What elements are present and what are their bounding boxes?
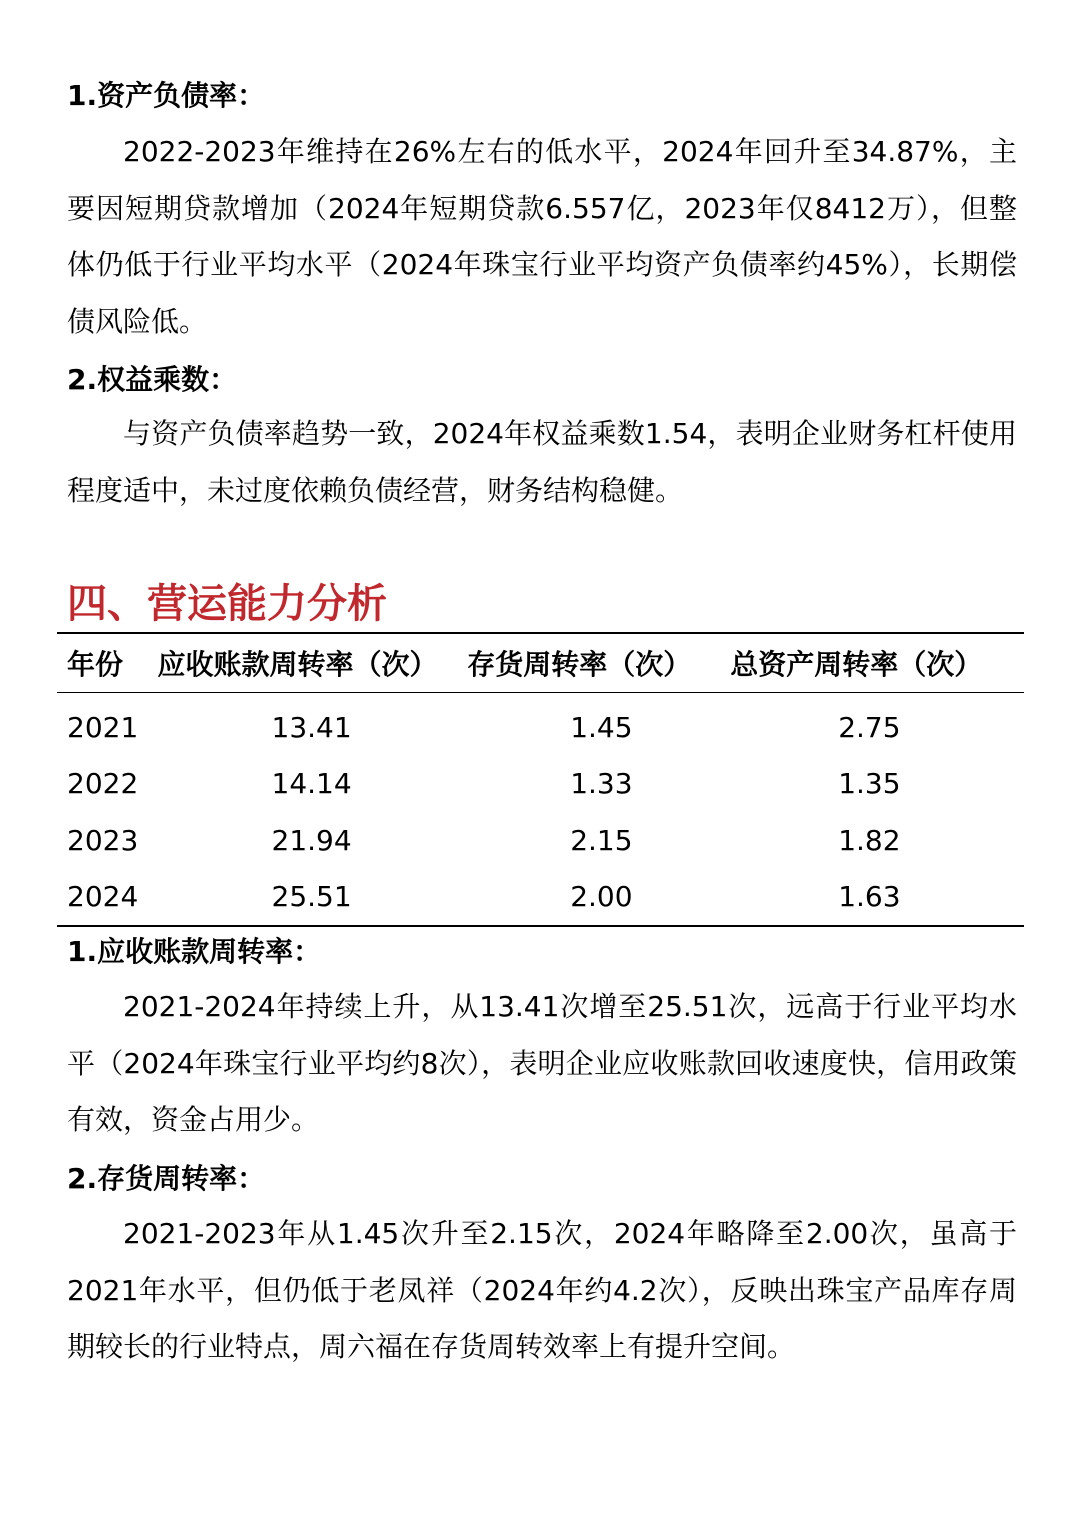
cell-receivables: 21.94 — [271, 823, 352, 857]
header-total-asset-turnover: 总资产周转率（次） — [730, 633, 1024, 693]
equity-multiplier-paragraph — [67, 406, 1017, 519]
cell-total-asset: 2.75 — [838, 710, 901, 744]
equity-multiplier-heading: 2.权益乘数： — [67, 363, 238, 396]
cell-inventory: 1.45 — [570, 710, 633, 744]
inventory-turnover-paragraph — [67, 1206, 1017, 1376]
receivables-turnover-text: 2021-2024年持续上升，从13.41次增至25.51次，远高于行业平均水平（2024年珠宝行业平均约8次），表明企业应收账款回收速度快，信用政策有效，资金占用少。 — [67, 990, 1017, 1137]
cell-total-asset: 1.82 — [838, 823, 901, 857]
receivables-turnover-heading: 1.应收账款周转率： — [67, 935, 322, 968]
debt-ratio-heading: 1.资产负债率： — [67, 79, 266, 112]
table-header-row — [57, 633, 1024, 693]
table-row — [57, 756, 1024, 813]
debt-ratio-text: 2022-2023年维持在26%左右的低水平，2024年回升至34.87%，主要因短期贷款增加（2024年短期贷款6.557亿，2023年仅8412万），但整体仍低于行业平均水平（2024年珠宝行业平均资产负债率约45%），长期偿债风险低。 — [67, 135, 1017, 339]
table-row — [57, 812, 1024, 869]
header-inventory-turnover: 存货周转率（次） — [467, 633, 730, 693]
cell-receivables: 14.14 — [271, 767, 352, 801]
cell-inventory: 1.33 — [570, 767, 633, 801]
cell-inventory: 2.15 — [570, 823, 633, 857]
cell-year: 2023 — [67, 823, 139, 857]
section-title: 四、营运能力分析 — [67, 581, 387, 627]
operating-capacity-table — [57, 632, 1024, 927]
cell-total-asset: 1.63 — [730, 869, 1024, 927]
header-receivables-turnover: 应收账款周转率（次） — [158, 633, 468, 693]
cell-receivables: 13.41 — [271, 710, 352, 744]
equity-multiplier-text: 与资产负债率趋势一致，2024年权益乘数1.54，表明企业财务杠杆使用程度适中，未过度依赖负债经营，财务结构稳健。 — [67, 417, 1017, 507]
cell-year: 2024 — [57, 869, 158, 927]
inventory-turnover-heading: 2.存货周转率： — [67, 1162, 266, 1195]
header-year: 年份 — [57, 633, 158, 693]
receivables-turnover-paragraph — [67, 979, 1017, 1149]
cell-inventory: 2.00 — [467, 869, 730, 927]
table-row — [57, 693, 1024, 756]
debt-ratio-paragraph — [67, 124, 1017, 351]
cell-year: 2022 — [67, 767, 139, 801]
cell-year: 2021 — [67, 710, 139, 744]
inventory-turnover-text: 2021-2023年从1.45次升至2.15次，2024年略降至2.00次，虽高于2021年水平，但仍低于老凤祥（2024年约4.2次），反映出珠宝产品库存周期较长的行业特点，周六福在存货周转效率上有提升空间。 — [67, 1217, 1017, 1364]
table-row — [57, 869, 1024, 927]
cell-receivables: 25.51 — [158, 869, 468, 927]
cell-total-asset: 1.35 — [838, 767, 901, 801]
